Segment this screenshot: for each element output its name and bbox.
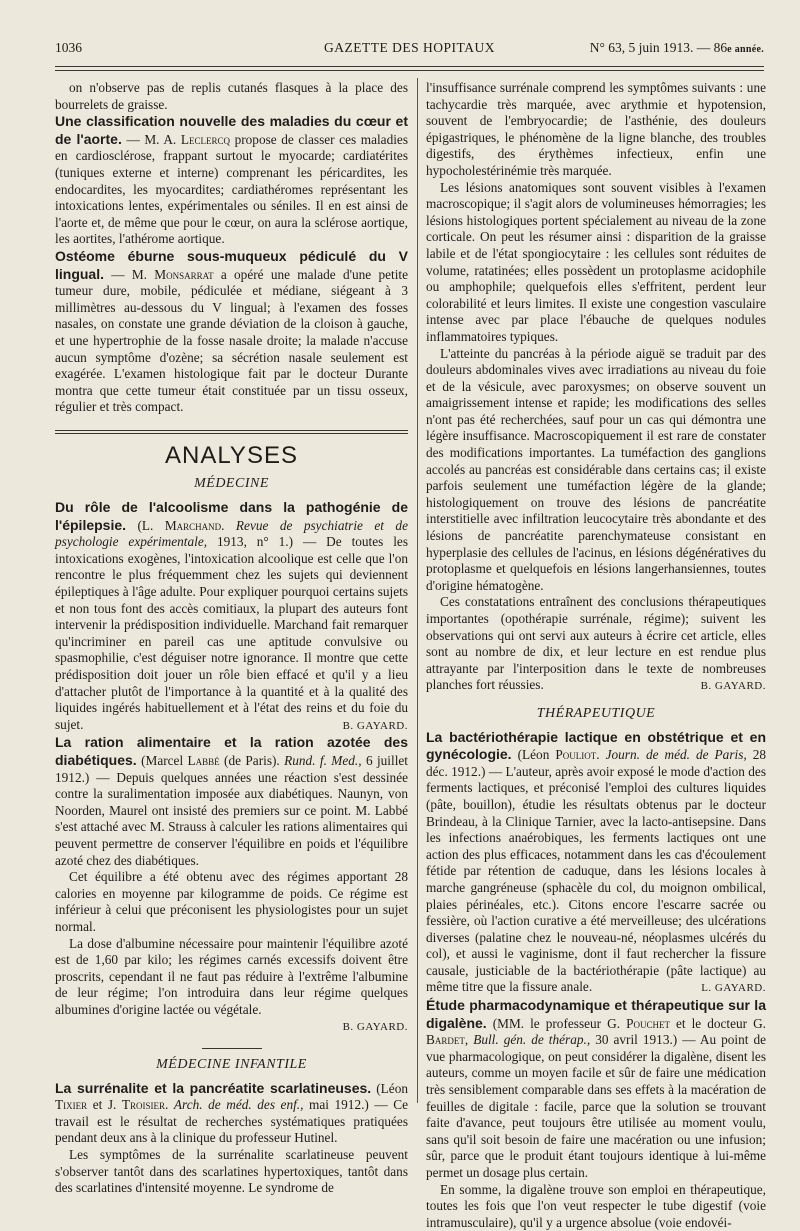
author-name: Marchand.	[164, 517, 225, 533]
signature: B. GAYARD.	[700, 680, 766, 693]
paragraph-text: Ces constatations entraînent des conclusions thérapeutiques importantes (opothérapie surrénale, régime); suivent les observations qui ont servi aux auteurs à écrire cet article, elles sont au nombre de dix, et leur lecture en est rendue plus attrayante par l'interposition dans le texte de nombreuses planches fort réussies.	[426, 594, 766, 693]
section-rule	[55, 430, 408, 434]
author-name: Labbé	[187, 752, 220, 768]
article-title: Une classification nouvelle des maladies du cœur et de l'aorte.	[55, 113, 408, 147]
author-name: Tixier	[55, 1097, 88, 1113]
signature: B. GAYARD.	[342, 719, 408, 732]
issue-year: e année.	[727, 44, 764, 55]
paragraph: Les symptômes de la surrénalite scarlatineuse peuvent s'observer tantôt dans des scarlatines hypertoxiques, tantôt dans des scarlatines d'intensité moyenne. Le syndrome de	[55, 1147, 408, 1196]
signature: B. GAYARD.	[342, 1021, 408, 1034]
article-text: — De toutes les intoxications exogènes, l'intoxication alcoolique est celle que l'on rencontre le plus fréquemment chez les sujets qui deviennent épileptiques à l'âge adulte. Pour expliquer pourquoi certains sujets et non tous font des accès comitiaux, la plupart des auteurs font intervenir la prédisposition individuelle. Marchand fait remarquer qu'incriminer en pareil cas une aptitude convulsive ou spasmophilie, c'est déguiser notre ignorance. Il montre que cette prédisposition doit jouer un rôle bien effacé et qu'il y a lieu d'attacher plutôt de l'importance à la quantité et à la qualité des liquides ingérés habituellement et à l'état des reins et du foie du sujet.	[55, 534, 409, 732]
author-name: Monsarrat	[154, 266, 214, 282]
header-rule-second	[55, 70, 764, 71]
reference: (MM. le professeur G.	[492, 1015, 621, 1031]
author-name: Pouliot.	[555, 747, 600, 763]
issue-date: N° 63, 5 juin 1913. — 86	[589, 40, 728, 55]
paragraph: La dose d'albumine nécessaire pour maintenir l'équilibre azoté est de 1,60 par kilo; les régimes carnés excessifs doivent être proscrits, cependant il ne faut pas réduire à l'extrême l'albumine de leur régime; l'on introduira dans leur régime quelques albumines d'origine lactée ou végétale.	[55, 935, 408, 1017]
subsection-therapeutique: THÉRAPEUTIQUE	[536, 705, 656, 721]
section-title-analyses: ANALYSES	[165, 441, 298, 469]
journal-reference: Arch. de méd. des enf.,	[173, 1097, 304, 1113]
article-title: La surrénalite et la pancréatite scarlatineuses.	[55, 1079, 372, 1096]
journal-reference: Journ. de méd. de Paris,	[605, 747, 747, 763]
article-text: — Ce travail est le résultat de recherches systématiques pratiquées pendant deux ans à la clinique du professeur Hutinel.	[55, 1097, 409, 1146]
reference: 28 déc. 1912.)	[426, 747, 767, 779]
reference: 30 avril 1913.)	[595, 1032, 678, 1048]
right-column	[426, 80, 766, 1231]
paragraph	[426, 594, 766, 694]
reference: (Léon	[376, 1080, 408, 1096]
article-title: Ostéome éburne sous-muqueux pédiculé du V lingual.	[55, 247, 408, 282]
article-title: La bactériothérapie lactique en obstétrique et en gynécologie.	[426, 728, 766, 763]
intro-paragraph: on n'observe pas de replis cutanés flasques à la place des bourrelets de graisse.	[55, 80, 408, 112]
reference: et le docteur G.	[675, 1015, 767, 1031]
reference: mai 1912.)	[309, 1097, 369, 1113]
reference: et J.	[92, 1097, 117, 1113]
paragraph: l'insuffisance surrénale comprend les symptômes suivants : une tachycardie très marquée, avec arythmie et hypotension, souvent de l'embryocardie; de l'asthénie, des douleurs épigastriques, le phénomène de la ligne blanche, des troubles digestifs, des érythèmes infectieux, enfin une hypocholestérinémie très marquée.	[426, 80, 766, 178]
article-text: — Au point de vue pharmacologique, on peut considérer la digalène, disent les auteurs, comme un moyen facile et sûr de faire une médication très sensiblement comparable dans ses effets à la macération de feuilles de digitale : facile, parce que la solution se trouvant faite d'avance, peut toujours être utilisée au moment voulu, sans qu'il soit besoin de faire une macération ou une infusion; sûr, parce que le produit étant toujours identique à lui-même permet un dosage plus certain.	[426, 1032, 766, 1180]
article-text: — L'auteur, après avoir exposé le mode d'action des ferments lactiques, et préconisé l'emploi des cultures liquides (pâte, bouillon), étudie les résultats obtenus par le docteur Brindeau, à la Clinique Tarnier, avec la lacto-antisepsine. Dans les infections anaérobiques, les ferments lactiques ont une action des plus efficaces, notamment dans les cas d'écoulement fétide par rétention de caduque, dans les lésions locales à marche gangréneuse (sphacèle du col, du moignon ombilical, plaies périnéales, etc.). Citons encore l'escarre sacrée ou fessière, où l'action curative a été merveilleuse; des ulcérations diverses (palatine chez le nouveau-né, néoplasmes ulcérés du col), et aussi le vaginisme, dont il faut rechercher la fissure causale, justiciable de la bactériothérapie (pâte lactique) au même titre que la fissure anale.	[426, 763, 767, 995]
left-column	[55, 80, 408, 1197]
journal-reference: Bull. gén. de thérap.,	[473, 1032, 591, 1048]
byline-prefix: — M. A.	[126, 131, 177, 147]
page-header	[55, 40, 764, 64]
author-name: Leclercq	[180, 131, 230, 147]
reference: (Marcel	[141, 752, 184, 768]
header-rule	[55, 66, 764, 67]
article-text: propose de classer ces maladies en cardiosclérose, frappant surtout le myocarde; cardiatérites (tuniques externe et interne) comprenant les péricardites, les endocardites, les myocardites; cardiathéromes représentant les intoxications lentes, expérimentales ou séniles. Il en est ainsi de l'aorte et, de même que pour le cœur, on aura la sclérose aortique, les aortites, l'athérome aortique.	[55, 131, 408, 247]
page-number: 1036	[55, 40, 82, 55]
article-text: a opéré une malade d'une petite tumeur dure, mobile, pédiculée et médiane, siégeant à 3 millimètres au-dessous du V lingual; à l'examen des fosses nasales, on constate une grande déviation de la cloison à gauche, et une hypertrophie de la fosse nasale droite; la malade n'accuse aucun symptôme d'ozène; sa sécrétion nasale seulement est exagérée. L'examen histologique fait par le docteur Durante montra que cette tumeur était constituée par un tissu osseux, régulier et très compact.	[55, 266, 408, 415]
author-name: Troisier.	[121, 1097, 169, 1113]
paragraph: Les lésions anatomiques sont souvent visibles à l'examen macroscopique; il s'agit alors de volumineuses hémorragies; les lésions histologiques portent spécialement au niveau de la zone corticale. On peut les résumer ainsi : disparition de la graisse labile et de l'état spongiocytaire : les cellules sont réduites de volume, ratatinées; elles possèdent un protoplasme acidophile ou amphophile; quelquefois elles s'effritent, perdent leur colorabilité et leurs limites. Il existe une congestion vasculaire intense avec par place l'ébauche de quelques nodules inflammatoires typiques.	[426, 179, 766, 344]
author-name: Pouchet	[626, 1015, 670, 1031]
reference: (L.	[137, 517, 154, 533]
subsection-medecine: MÉDECINE	[194, 476, 269, 492]
author-name: Bardet,	[426, 1032, 469, 1048]
reference: (de Paris).	[224, 752, 280, 768]
paragraph: En somme, la digalène trouve son emploi en thérapeutique, toutes les fois que l'on veut respecter le tube digestif (voie intramusculaire), qu'il y a urgence absolue (voie endovéi-	[426, 1181, 766, 1230]
journal-reference: Rund. f. Med.,	[284, 752, 362, 768]
reference: (Léon	[517, 747, 550, 763]
reference: 1913, n° 1.)	[216, 534, 294, 550]
article-title: Étude pharmacodynamique et thérapeutique sur la digalène.	[426, 997, 766, 1031]
issue-info	[590, 40, 764, 56]
subsection-medecine-infantile: MÉDECINE INFANTILE	[55, 1048, 408, 1074]
article-title: La ration alimentaire et la ration azotée des diabétiques.	[55, 734, 408, 768]
paragraph: L'atteinte du pancréas à la période aiguë se traduit par des douleurs abdominales vives avec irradiations au niveau du foie et de la vésicule, avec paroxysmes; on observe souvent un amaigrissement intense et rapide; les modifications des selles n'ont pas été recherchées, sauf pour un cas qui démontra une légère insuffisance. Macroscopiquement il est rare de constater des modifications importantes. La tuméfaction des ganglions accolés au pancréas est considérable dans certains cas; il existe parfois seulement une tuméfaction légère de la glande; histologiquement on trouve des lésions de pancréatite interstitielle avec infiltration leucocytaire très abondante et des lésions de pancréatite parenchymateuse consistant en hyperplasie des cellules de l'acinus, en lésions dégénératives du protoplasme et quelquefois en lésions langerhansiennes, toutes d'origine hématogène.	[426, 345, 766, 593]
journal-reference: Revue de psychiatrie et de psychologie expérimentale,	[55, 517, 408, 550]
column-separator	[417, 78, 418, 1103]
reference: 6 juillet 1912.)	[55, 752, 408, 785]
journal-title: GAZETTE DES HOPITAUX	[324, 40, 495, 55]
paragraph: Cet équilibre a été obtenu avec des régimes apportant 28 calories en moyenne par kilogramme de poids. Ce régime est inférieur à celui que préconisent les physiologistes pour un sujet normal.	[55, 869, 408, 934]
article-title: Du rôle de l'alcoolisme dans la pathogénie de l'épilepsie.	[55, 499, 408, 533]
byline-prefix: — M.	[111, 266, 147, 282]
article-text: — Depuis quelques années une réaction s'est dessinée contre la suralimentation imposée aux diabétiques. Naunyn, von Noorden, Maurel ont insisté des premiers sur ce point. M. Labbé s'est attaché avec M. Strauss à calculer les rations alimentaires qui peuvent permettre de conserver l'équilibre en poids et l'équilibre azoté chez des diabétiques.	[55, 769, 408, 868]
signature: L. GAYARD.	[701, 982, 766, 995]
